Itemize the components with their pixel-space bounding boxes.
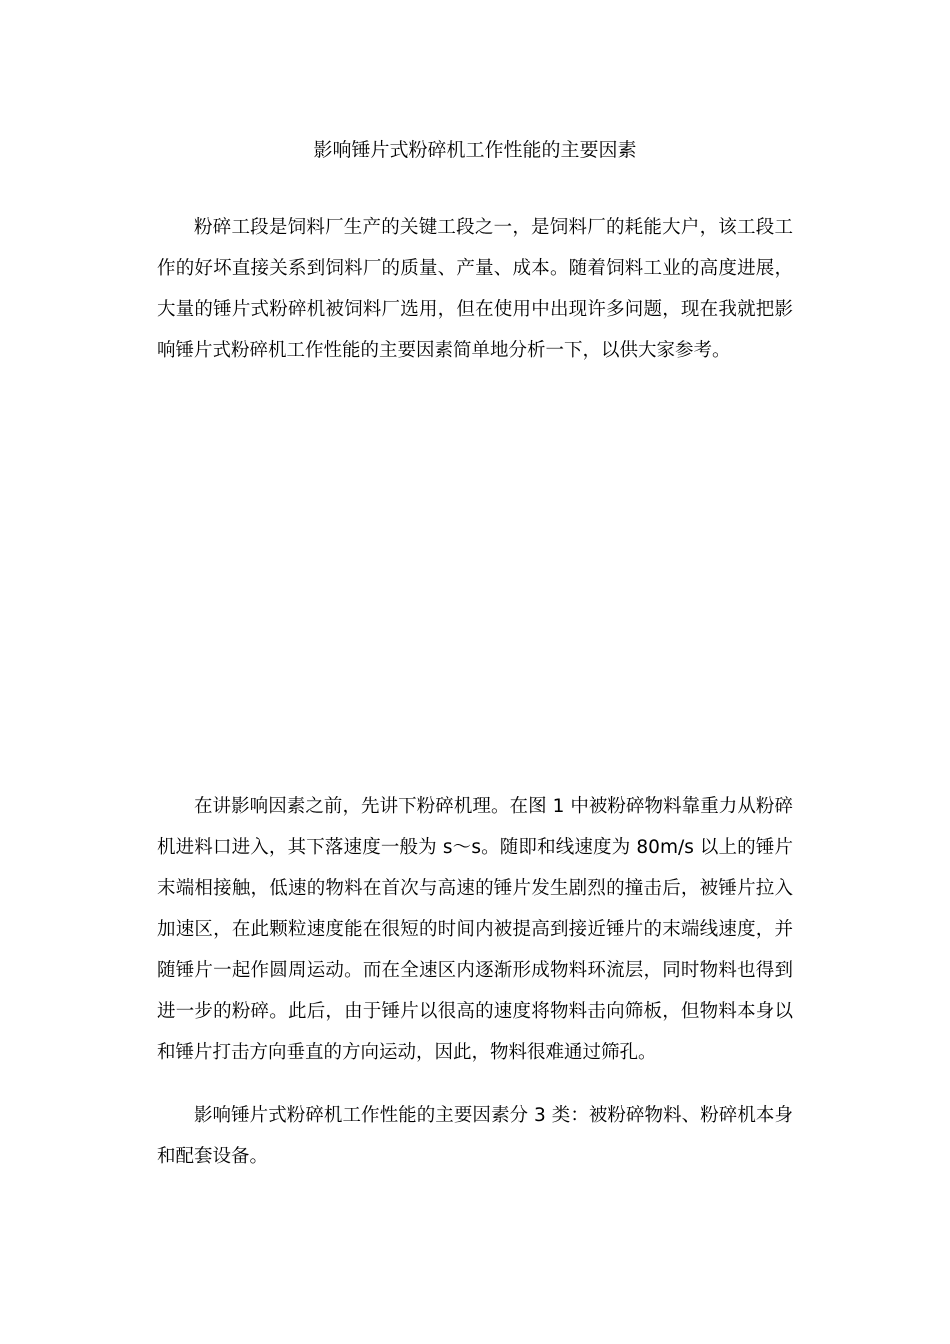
document-title: 影响锤片式粉碎机工作性能的主要因素 xyxy=(313,139,637,161)
paragraph-intro: 粉碎工段是饲料厂生产的关键工段之一，是饲料厂的耗能大户，该工段工作的好坏直接关系到饲料厂的质量、产量、成本。随着饲料工业的高度进展，大量的锤片式粉碎机被饲料厂选用，但在使用中出现许多问题，现在我就把影响锤片式粉碎机工作性能的主要因素简单地分析一下，以供大家参考。 xyxy=(157,217,793,361)
paragraph-mechanism: 在讲影响因素之前，先讲下粉碎机理。在图 1 中被粉碎物料靠重力从粉碎机进料口进入，其下落速度一般为 s～s。随即和线速度为 80m/s 以上的锤片末端相接触，低速的物料在首次与高速的锤片发生剧烈的撞击后，被锤片拉入加速区，在此颗粒速度能在很短的时间内被提高到接近锤片的末端线速度，并随锤片一起作圆周运动。而在全速区内逐渐形成物料环流层，同时物料也得到进一步的粉碎。此后，由于锤片以很高的速度将物料击向筛板，但物料本身以和锤片打击方向垂直的方向运动，因此，物料很难通过筛孔。 xyxy=(157,796,793,1063)
paragraph-factors: 影响锤片式粉碎机工作性能的主要因素分 3 类：被粉碎物料、粉碎机本身和配套设备。 xyxy=(157,1105,793,1167)
